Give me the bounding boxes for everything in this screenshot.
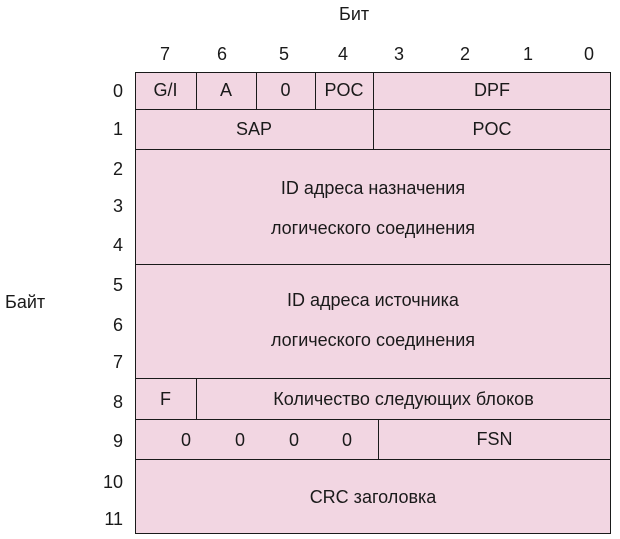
crc-field: CRC заголовка bbox=[309, 486, 437, 507]
following-blocks-field: Количество следующих блоков bbox=[273, 388, 534, 409]
byte-number: 11 bbox=[104, 509, 123, 529]
gi-field: G/I bbox=[153, 80, 178, 100]
byte-number: 10 bbox=[102, 472, 123, 492]
bit-number: 1 bbox=[522, 44, 533, 64]
byte-number: 3 bbox=[112, 196, 123, 216]
sap-field: SAP bbox=[235, 119, 273, 139]
f-field: F bbox=[160, 388, 171, 409]
fsn-field: FSN bbox=[476, 429, 513, 449]
zero-bit: 0 bbox=[180, 430, 191, 450]
byte-number: 8 bbox=[112, 392, 123, 412]
byte-number: 0 bbox=[112, 81, 123, 101]
bit-number: 3 bbox=[393, 44, 404, 64]
destination-id-line2: логического соединения bbox=[270, 218, 476, 238]
poc-bit-field: POC bbox=[324, 80, 364, 100]
byte-number: 1 bbox=[112, 119, 123, 139]
bit-number: 7 bbox=[159, 44, 170, 64]
row-divider bbox=[135, 264, 611, 265]
bit-number: 4 bbox=[337, 44, 348, 64]
a-field: A bbox=[219, 80, 232, 100]
poc-field: POC bbox=[472, 119, 512, 139]
bit-number: 5 bbox=[278, 44, 289, 64]
zero-bit: 0 bbox=[341, 430, 352, 450]
byte-number: 2 bbox=[112, 159, 123, 179]
byte-axis-title: Байт bbox=[5, 292, 46, 312]
destination-id-line1: ID адреса назначения bbox=[280, 178, 466, 198]
zero-bit: 0 bbox=[234, 430, 245, 450]
byte-number: 4 bbox=[112, 235, 123, 255]
byte-number: 6 bbox=[112, 315, 123, 335]
source-id-line2: логического соединения bbox=[270, 330, 476, 350]
zero-bit: 0 bbox=[288, 430, 299, 450]
source-id-line1: ID адреса источника bbox=[287, 290, 459, 310]
byte-number: 5 bbox=[112, 275, 123, 295]
zero-bit-field: 0 bbox=[280, 80, 291, 100]
dpf-field: DPF bbox=[474, 80, 510, 100]
byte-number: 7 bbox=[112, 352, 123, 372]
bit-number: 0 bbox=[583, 44, 594, 64]
bit-number: 6 bbox=[216, 44, 227, 64]
bit-axis-title: Бит bbox=[339, 4, 370, 24]
bit-number: 2 bbox=[459, 44, 470, 64]
byte-number: 9 bbox=[112, 431, 123, 451]
